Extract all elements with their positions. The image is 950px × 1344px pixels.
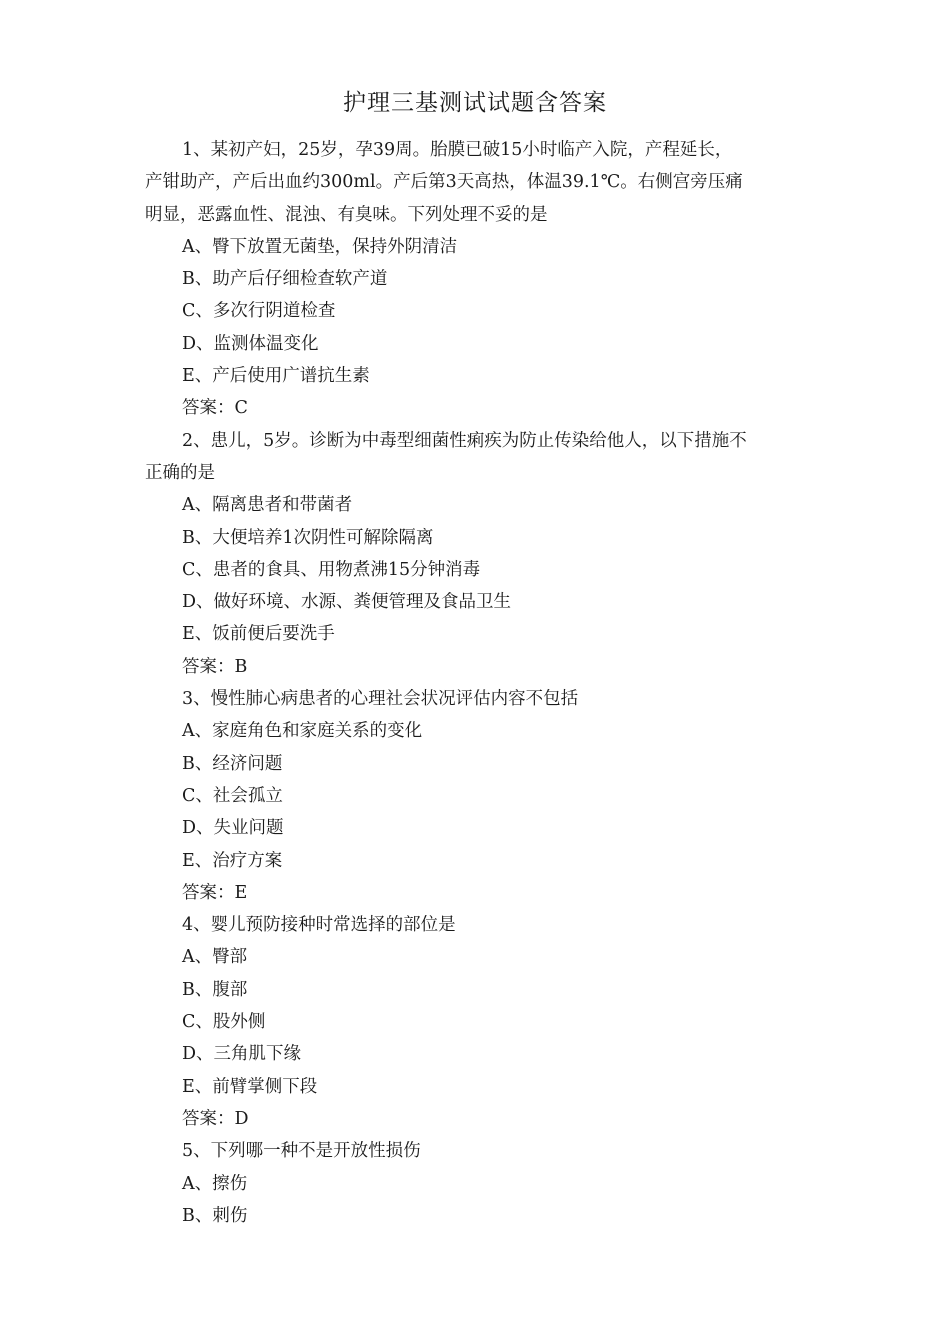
question-4-answer: 答案：D <box>182 1108 249 1129</box>
question-3-stem: 3、慢性肺心病患者的心理社会状况评估内容不包括 <box>182 689 579 710</box>
question-2-option-c: C、患者的食具、用物煮沸15分钟消毒 <box>182 559 481 580</box>
document-body <box>145 134 811 1232</box>
question-2-option-e: E、饭前便后要洗手 <box>182 624 335 645</box>
question-4-option-c: C、股外侧 <box>182 1012 266 1033</box>
question-4-option-b: B、腹部 <box>182 979 248 1000</box>
question-1-option-b: B、助产后仔细检查软产道 <box>182 269 388 290</box>
question-1-option-c: C、多次行阴道检查 <box>182 301 336 322</box>
question-4-stem: 4、婴儿预防接种时常选择的部位是 <box>182 915 456 936</box>
question-4-option-a: A、臀部 <box>182 947 248 968</box>
question-3-option-e: E、治疗方案 <box>182 850 283 871</box>
document-title: 护理三基测试试题含答案 <box>343 90 607 116</box>
question-3-option-c: C、社会孤立 <box>182 785 283 806</box>
question-5-stem: 5、下列哪一种不是开放性损伤 <box>182 1141 421 1162</box>
question-2-option-d: D、做好环境、水源、粪便管理及食品卫生 <box>182 592 512 613</box>
question-1-stem-line-2: 产钳助产，产后出血约300ml。产后第3天高热，体温39.1℃。右侧宫旁压痛 <box>145 172 743 193</box>
question-4-option-d: D、三角肌下缘 <box>182 1044 302 1065</box>
question-1-option-d: D、监测体温变化 <box>182 333 319 354</box>
question-1-stem-line-1: 1、某初产妇，25岁，孕39周。胎膜已破15小时临产入院，产程延长， <box>182 140 733 160</box>
question-4-option-e: E、前臂掌侧下段 <box>182 1076 318 1097</box>
question-3-option-a: A、家庭角色和家庭关系的变化 <box>182 721 423 742</box>
question-2-answer: 答案：B <box>182 656 248 677</box>
question-5-option-a: A、擦伤 <box>182 1173 248 1194</box>
question-2-option-a: A、隔离患者和带菌者 <box>182 495 353 516</box>
question-3-option-b: B、经济问题 <box>182 753 283 774</box>
question-2-stem-line-1: 2、患儿，5岁。诊断为中毒型细菌性痢疾为防止传染给他人，以下措施不 <box>182 430 747 451</box>
question-3-answer: 答案：E <box>182 882 248 903</box>
question-2-option-b: B、大便培养1次阴性可解除隔离 <box>182 527 434 548</box>
question-1-option-e: E、产后使用广谱抗生素 <box>182 366 370 387</box>
question-1-answer: 答案：C <box>182 398 248 419</box>
question-2-stem-line-2: 正确的是 <box>145 462 215 483</box>
question-1-option-a: A、臀下放置无菌垫，保持外阴清洁 <box>182 236 458 257</box>
question-1-stem-line-3: 明显，恶露血性、混浊、有臭味。下列处理不妥的是 <box>145 204 548 225</box>
question-3-option-d: D、失业问题 <box>182 818 284 839</box>
question-5-option-b: B、刺伤 <box>182 1205 248 1226</box>
